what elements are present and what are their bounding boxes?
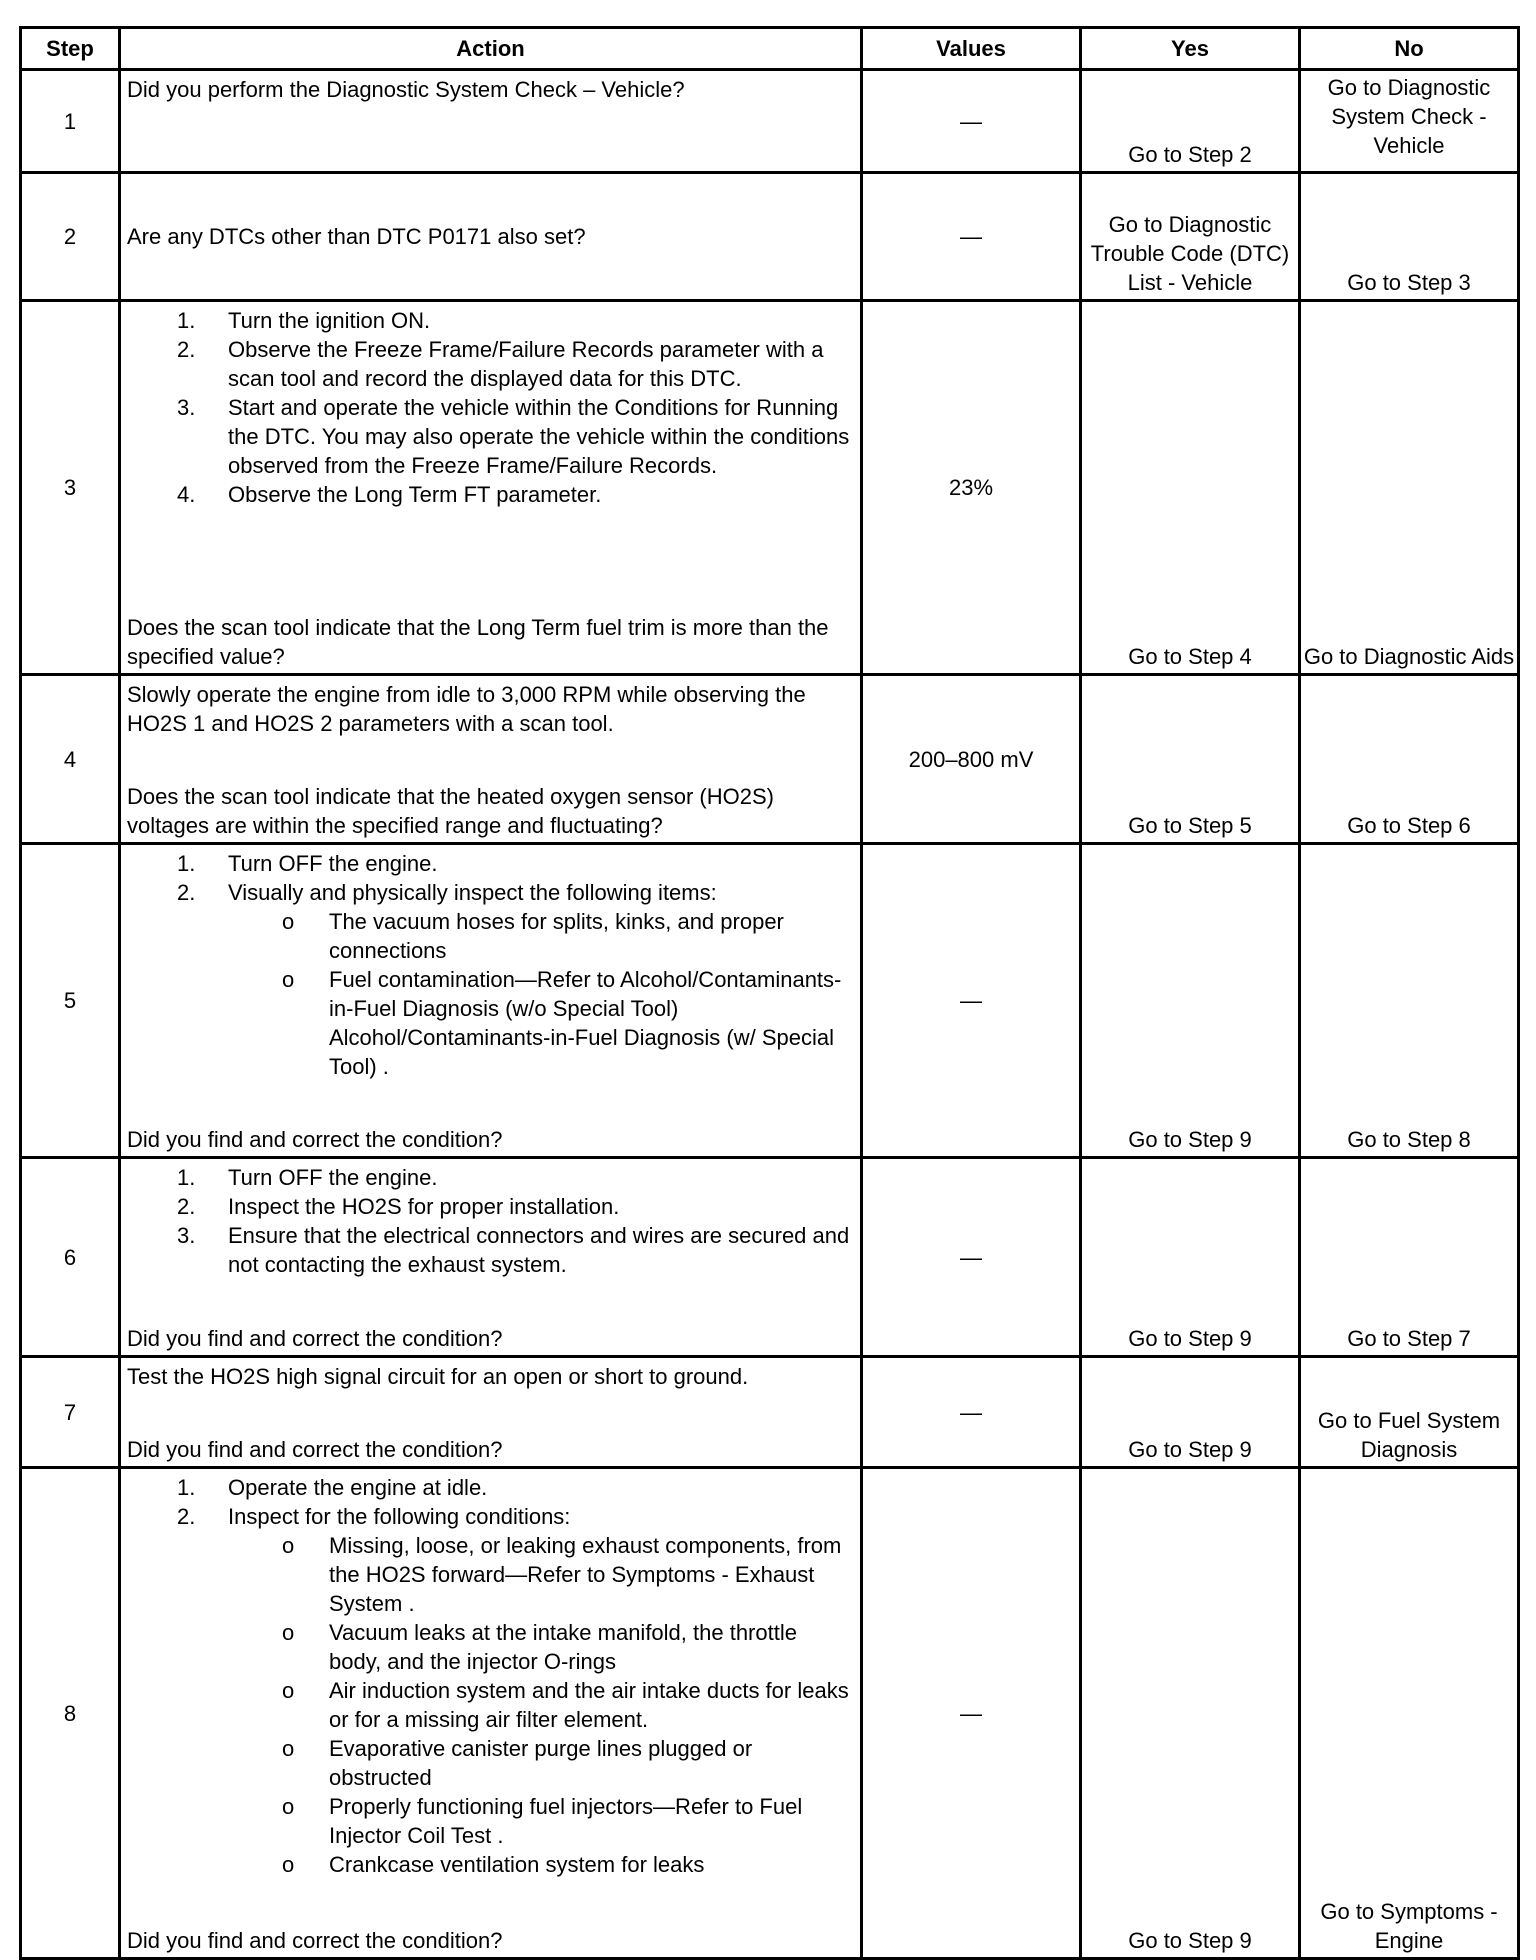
list-number: 2. bbox=[177, 1504, 196, 1529]
list-text: Ensure that the electrical connectors and wires are secured and not contacting the exhaust system. bbox=[228, 1223, 850, 1277]
no-cell bbox=[1300, 173, 1519, 301]
table-row bbox=[21, 173, 1519, 301]
list-item bbox=[127, 335, 854, 393]
table-row bbox=[21, 1468, 1519, 1959]
bullet: o bbox=[282, 1736, 295, 1761]
no-cell bbox=[1300, 1158, 1519, 1357]
value-cell: 23% bbox=[862, 301, 1081, 675]
step-number: 2 bbox=[21, 173, 120, 301]
action-cell bbox=[120, 301, 862, 675]
bullet: o bbox=[282, 1678, 295, 1703]
diagnostic-table-document bbox=[19, 26, 1520, 1960]
bullet: o bbox=[282, 1852, 295, 1877]
action-cell bbox=[120, 1468, 862, 1959]
action-question: Does the scan tool indicate that the heated oxygen sensor (HO2S) voltages are within the specified range and fluctuating? bbox=[127, 784, 774, 838]
step-number: 7 bbox=[21, 1357, 120, 1468]
list-item bbox=[127, 1473, 854, 1502]
no-text: Go to Diagnostic System Check - Vehicle bbox=[1327, 75, 1491, 158]
no-text: Go to Step 8 bbox=[1347, 1127, 1471, 1152]
sub-list-text: Fuel contamination—Refer to Alcohol/Contaminants-in-Fuel Diagnosis (w/o Special Tool) Alcohol/Contaminants-in-Fuel Diagnosis (w/ Special Tool) . bbox=[329, 967, 842, 1079]
action-question: Does the scan tool indicate that the Long Term fuel trim is more than the specified value? bbox=[127, 615, 829, 669]
no-text: Go to Step 7 bbox=[1347, 1326, 1471, 1351]
no-cell bbox=[1300, 301, 1519, 675]
diagnostic-table bbox=[19, 26, 1520, 1960]
yes-text: Go to Step 9 bbox=[1128, 1326, 1252, 1351]
sub-list-text: Missing, loose, or leaking exhaust components, from the HO2S forward—Refer to Symptoms - Exhaust System . bbox=[329, 1533, 842, 1616]
yes-text: Go to Step 5 bbox=[1128, 813, 1252, 838]
sub-list-text: The vacuum hoses for splits, kinks, and proper connections bbox=[329, 909, 784, 963]
sub-list-item bbox=[127, 1792, 854, 1850]
action-question: Did you find and correct the condition? bbox=[127, 1326, 503, 1351]
list-text: Inspect the HO2S for proper installation. bbox=[228, 1194, 620, 1219]
list-number: 1. bbox=[177, 308, 196, 333]
list-text: Visually and physically inspect the following items: bbox=[228, 880, 717, 905]
list-text: Observe the Freeze Frame/Failure Records parameter with a scan tool and record the displayed data for this DTC. bbox=[228, 337, 824, 391]
no-text: Go to Step 6 bbox=[1347, 813, 1471, 838]
action-text: Slowly operate the engine from idle to 3,000 RPM while observing the HO2S 1 and HO2S 2 parameters with a scan tool. bbox=[127, 682, 806, 736]
list-item bbox=[127, 1192, 854, 1221]
sub-list-item bbox=[127, 1618, 854, 1676]
list-item bbox=[127, 1502, 854, 1879]
yes-text: Go to Step 4 bbox=[1128, 644, 1252, 669]
table-row bbox=[21, 1357, 1519, 1468]
action-text: Did you perform the Diagnostic System Check – Vehicle? bbox=[127, 77, 685, 102]
list-number: 1. bbox=[177, 1475, 196, 1500]
list-item bbox=[127, 849, 854, 878]
no-text: Go to Fuel System Diagnosis bbox=[1317, 1408, 1501, 1462]
list-item bbox=[127, 480, 854, 509]
value-cell: — bbox=[862, 1468, 1081, 1959]
list-number: 1. bbox=[177, 1165, 196, 1190]
list-text: Observe the Long Term FT parameter. bbox=[228, 482, 602, 507]
bullet: o bbox=[282, 1794, 295, 1819]
sub-list-item bbox=[127, 1734, 854, 1792]
value-cell: — bbox=[862, 1357, 1081, 1468]
action-steps-list bbox=[127, 849, 854, 1081]
action-steps-list bbox=[127, 306, 854, 509]
list-number: 4. bbox=[177, 482, 196, 507]
yes-cell bbox=[1081, 70, 1300, 173]
list-text: Start and operate the vehicle within the Conditions for Running the DTC. You may also operate the vehicle within the conditions observed from the Freeze Frame/Failure Records. bbox=[228, 395, 850, 478]
action-cell bbox=[120, 173, 862, 301]
list-item bbox=[127, 1163, 854, 1192]
no-cell bbox=[1300, 1468, 1519, 1959]
header-row bbox=[21, 28, 1519, 70]
table-row bbox=[21, 844, 1519, 1158]
list-text: Turn the ignition ON. bbox=[228, 308, 431, 333]
header-yes: Yes bbox=[1081, 28, 1300, 70]
list-text: Turn OFF the engine. bbox=[228, 1165, 438, 1190]
step-number: 6 bbox=[21, 1158, 120, 1357]
sub-list-text: Air induction system and the air intake ducts for leaks or for a missing air filter element. bbox=[329, 1678, 849, 1732]
yes-text: Go to Step 9 bbox=[1128, 1437, 1252, 1462]
yes-text: Go to Step 9 bbox=[1128, 1928, 1252, 1953]
list-number: 2. bbox=[177, 1194, 196, 1219]
list-text: Turn OFF the engine. bbox=[228, 851, 438, 876]
sub-list bbox=[228, 1531, 854, 1879]
list-number: 2. bbox=[177, 880, 196, 905]
sub-list-item bbox=[127, 1850, 854, 1879]
bullet: o bbox=[282, 909, 295, 934]
sub-list bbox=[228, 907, 854, 1081]
step-number: 8 bbox=[21, 1468, 120, 1959]
sub-list-text: Crankcase ventilation system for leaks bbox=[329, 1852, 705, 1877]
list-text: Inspect for the following conditions: bbox=[228, 1504, 571, 1529]
no-text: Go to Diagnostic Aids bbox=[1303, 644, 1515, 669]
yes-cell bbox=[1081, 1357, 1300, 1468]
bullet: o bbox=[282, 1620, 295, 1645]
action-question: Are any DTCs other than DTC P0171 also set? bbox=[127, 224, 586, 249]
action-cell bbox=[120, 844, 862, 1158]
value-cell: — bbox=[862, 1158, 1081, 1357]
step-number: 5 bbox=[21, 844, 120, 1158]
action-text: Test the HO2S high signal circuit for an open or short to ground. bbox=[127, 1364, 749, 1389]
list-number: 2. bbox=[177, 337, 196, 362]
step-number: 4 bbox=[21, 675, 120, 844]
yes-text: Go to Step 2 bbox=[1128, 142, 1252, 167]
sub-list-item bbox=[127, 965, 854, 1081]
action-cell bbox=[120, 675, 862, 844]
action-steps-list bbox=[127, 1163, 854, 1279]
action-question: Did you find and correct the condition? bbox=[127, 1127, 503, 1152]
list-number: 1. bbox=[177, 851, 196, 876]
step-number: 1 bbox=[21, 70, 120, 173]
yes-cell bbox=[1081, 844, 1300, 1158]
table-row bbox=[21, 1158, 1519, 1357]
step-number: 3 bbox=[21, 301, 120, 675]
action-cell bbox=[120, 1357, 862, 1468]
no-text: Go to Symptoms - Engine bbox=[1320, 1899, 1498, 1953]
list-item bbox=[127, 306, 854, 335]
yes-text: Go to Step 9 bbox=[1128, 1127, 1252, 1152]
list-text: Operate the engine at idle. bbox=[228, 1475, 488, 1500]
header-values: Values bbox=[862, 28, 1081, 70]
action-cell bbox=[120, 1158, 862, 1357]
action-question: Did you find and correct the condition? bbox=[127, 1437, 503, 1462]
list-item bbox=[127, 393, 854, 480]
table-row bbox=[21, 675, 1519, 844]
value-cell: 200–800 mV bbox=[862, 675, 1081, 844]
list-item bbox=[127, 1221, 854, 1279]
header-no: No bbox=[1300, 28, 1519, 70]
value-cell: — bbox=[862, 844, 1081, 1158]
no-cell bbox=[1300, 675, 1519, 844]
sub-list-text: Properly functioning fuel injectors—Refer to Fuel Injector Coil Test . bbox=[329, 1794, 803, 1848]
yes-cell bbox=[1081, 1158, 1300, 1357]
no-cell bbox=[1300, 1357, 1519, 1468]
no-cell bbox=[1300, 70, 1519, 173]
table-row bbox=[21, 301, 1519, 675]
bullet: o bbox=[282, 1533, 295, 1558]
no-cell bbox=[1300, 844, 1519, 1158]
header-step: Step bbox=[21, 28, 120, 70]
header-action: Action bbox=[120, 28, 862, 70]
yes-cell bbox=[1081, 173, 1300, 301]
sub-list-item bbox=[127, 1531, 854, 1618]
no-text: Go to Step 3 bbox=[1347, 270, 1471, 295]
value-cell: — bbox=[862, 70, 1081, 173]
action-cell bbox=[120, 70, 862, 173]
yes-cell bbox=[1081, 301, 1300, 675]
yes-text: Go to Diagnostic Trouble Code (DTC) List - Vehicle bbox=[1090, 212, 1290, 295]
value-cell: — bbox=[862, 173, 1081, 301]
action-steps-list bbox=[127, 1473, 854, 1879]
sub-list-item bbox=[127, 907, 854, 965]
list-number: 3. bbox=[177, 395, 196, 420]
yes-cell bbox=[1081, 1468, 1300, 1959]
sub-list-text: Evaporative canister purge lines plugged or obstructed bbox=[329, 1736, 753, 1790]
yes-cell bbox=[1081, 675, 1300, 844]
sub-list-item bbox=[127, 1676, 854, 1734]
bullet: o bbox=[282, 967, 295, 992]
table-row bbox=[21, 70, 1519, 173]
list-item bbox=[127, 878, 854, 1081]
list-number: 3. bbox=[177, 1223, 196, 1248]
sub-list-text: Vacuum leaks at the intake manifold, the throttle body, and the injector O-rings bbox=[329, 1620, 797, 1674]
action-question: Did you find and correct the condition? bbox=[127, 1928, 503, 1953]
